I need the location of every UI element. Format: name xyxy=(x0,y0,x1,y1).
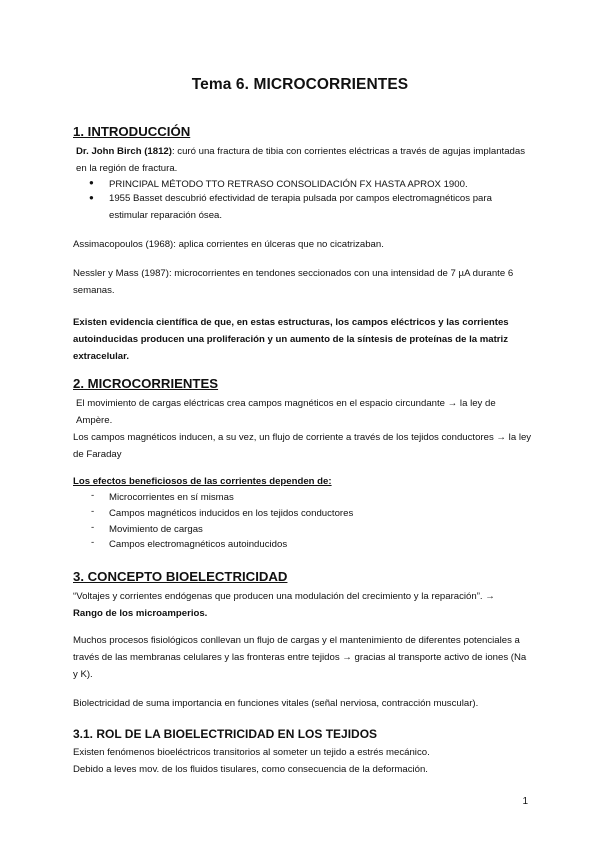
dash-icon: - xyxy=(91,522,95,533)
dash-icon: - xyxy=(91,537,95,548)
effects-item-2: Campos magnéticos inducidos en los tejidos conductores xyxy=(109,508,354,519)
page-number: 1 xyxy=(522,796,528,807)
quote-text: “Voltajes y corrientes endógenas que producen una modulación del crecimiento y la reparación”. → xyxy=(73,591,495,602)
processes-paragraph: Muchos procesos fisiológicos conllevan un flujo de cargas y el mantenimiento de diferentes potenciales a través de las membranas celulares y las fronteras entre tejidos → gracias al transporte activo de iones (Na y K). xyxy=(73,635,527,680)
effects-title-text: Los efectos beneficiosos de las corrientes dependen de: xyxy=(73,476,332,487)
section-3-heading: 3. CONCEPTO BIOELECTRICIDAD xyxy=(73,569,288,584)
bullet-item-2: 1955 Basset descubrió efectividad de terapia pulsada por campos electromagnéticos para estimular reparación ósea. xyxy=(109,193,492,221)
faraday-paragraph: Los campos magnéticos inducen, a su vez, un flujo de corriente a través de los tejidos conductores → la ley de Faraday xyxy=(73,432,532,460)
transient-paragraph: Existen fenómenos bioeléctricos transitorios al someter un tejido a estrés mecánico. xyxy=(73,747,430,758)
importance-paragraph: Biolectricidad de suma importancia en funciones vitales (señal nerviosa, contracción muscular). xyxy=(73,698,479,709)
subsection-3-1-heading: 3.1. ROL DE LA BIOELECTRICIDAD EN LOS TEJIDOS xyxy=(73,727,378,741)
dash-icon: - xyxy=(91,506,95,517)
birch-text: : curó una fractura de tibia con corrientes eléctricas a través de agujas implantadas en la región de fractura. xyxy=(76,146,525,174)
page-title: Tema 6. MICROCORRIENTES xyxy=(191,76,409,93)
fluids-paragraph: Debido a leves mov. de los fluidos tisulares, como consecuencia de la deformación. xyxy=(73,764,428,775)
evidence-paragraph: Existen evidencia científica de que, en estas estructuras, los campos eléctricos y las corrientes autoinducidas producen una proliferación y un aumento de la síntesis de proteínas de la matriz extracelular. xyxy=(73,317,509,362)
birch-name: Dr. John Birch (1812) xyxy=(76,146,172,157)
section-1-heading: 1. INTRODUCCIÓN xyxy=(73,124,191,139)
assimacopoulos-paragraph: Assimacopoulos (1968): aplica corrientes en úlceras que no cicatrizaban. xyxy=(73,239,384,250)
effects-item-3: Movimiento de cargas xyxy=(109,524,203,535)
birch-paragraph xyxy=(76,143,526,177)
dash-icon: - xyxy=(91,490,95,501)
ampere-paragraph: El movimiento de cargas eléctricas crea campos magnéticos en el espacio circundante → la ley de Ampère. xyxy=(76,398,496,426)
bullet-icon: ● xyxy=(89,178,94,187)
section-2-heading: 2. MICROCORRIENTES xyxy=(73,376,219,391)
bioelectricity-quote xyxy=(73,588,533,622)
effects-item-4: Campos electromagnéticos autoinducidos xyxy=(109,539,288,550)
range-text: Rango de los microamperios. xyxy=(73,608,208,619)
bullet-item-1: PRINCIPAL MÉTODO TTO RETRASO CONSOLIDACIÓN FX HASTA APROX 1900. xyxy=(109,179,468,190)
effects-title xyxy=(73,473,528,490)
effects-item-1: Microcorrientes en sí mismas xyxy=(109,492,234,503)
nessler-paragraph: Nessler y Mass (1987): microcorrientes en tendones seccionados con una intensidad de 7 µA durante 6 semanas. xyxy=(73,268,514,296)
bullet-icon: ● xyxy=(89,193,94,202)
